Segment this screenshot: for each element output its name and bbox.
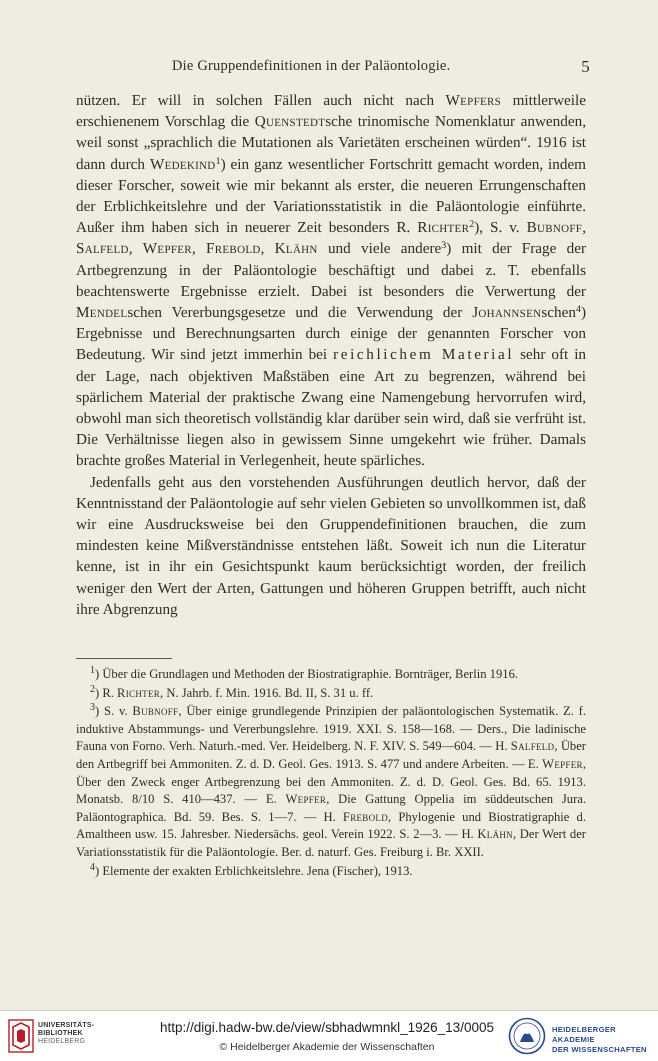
author-name: Salfeld: [76, 240, 129, 258]
running-title: Die Gruppendefinitionen in der Paläontologie.: [172, 58, 451, 74]
author-name: Wedekind: [149, 155, 216, 173]
author-name: Johannsen: [472, 304, 542, 322]
footnote-ref[interactable]: 2: [469, 219, 475, 231]
academy-name: HEIDELBERGER AKADEMIE DER WISSENSCHAFTEN: [552, 1025, 647, 1054]
author-name: Quenstedt: [254, 113, 326, 131]
footnotes: [76, 666, 586, 881]
footnote-4: $^4$) Elemente der exakten Erblichkeitslehre. Jena (Fischer), 1913.: [90, 861, 413, 878]
viewer-footer: [0, 1010, 658, 1061]
paragraph-1: nützen. Er will in solchen Fällen auch nicht nach Wepfers mittlerweile erschienenem Vorschlag die Quenstedtsche trinomische Nomenklatur anwenden, weil sonst „sprachlich die Mutationen als Varietäten erscheinen würden“. 1916 ist dann durch Wedekind$^1$) ein ganz wesentlicher Fortschritt gemacht worden, indem dieser Forscher, soweit wie mir bekannt als erster, die neueren Errungenschaften der Erblichkeitslehre und der Variationsstatistik in die Paläontologie einführte. Außer ihm haben sich in neuerer Zeit besonders R. Richter$^2$), S. v. Bubnoff, Salfeld, Wepfer, Frebold, Klähn und viele andere$^3$) mit der Frage der Artbegrenzung in der Paläontologie beschäftigt und dabei z. T. ebenfalls beachtenswerte Ergebnisse erzielt. Dabei ist besonders die Verwertung der Mendelschen Vererbungsgesetze und die Verwendung der Johannsenschen$^4$) Ergebnisse und Berechnungsarten durch einige der genannten Forscher von Bedeutung. Wir sind jetzt immerhin bei reichlichem Material sehr oft in der Lage, nach objektiven Maßstäben eine Art zu begrenzen, während bei spärlichem Material der praktische Zwang eine Namengebung hervorrufen wird, obwohl man sich theoretisch vollständig klar darüber sein wird, daß sie verfrüht ist. Die Verhältnisse liegen also in gewissem Sinne umgekehrt wie früher. Damals brachte großes Material in Verlegenheit, heute spärliches.: [76, 92, 587, 470]
author-name: Frebold: [206, 240, 261, 258]
footnote-ref[interactable]: 1: [215, 155, 221, 167]
footnote-3: $^3$) S. v. Bubnoff, Über einige grundlegende Prinzipien der paläontologischen Systematik. Z. f. induktive Abstammungs- und Vererbungslehre. 1919. XXI. S. 158—168. — Ders., Die ladinische Fauna von Forno. Verh. Naturh.-med. Ver. Heidelberg. N. F. XIV. S. 549—604. — H. Salfeld, Über den Artbegriff bei Ammoniten. Z. d. D. Geol. Ges. 1913. S. 477 und andere Arbeiten. — E. Wepfer, Über den Zweck enger Artbegrenzung bei den Ammoniten. Z. d. D. Geol. Ges. Bd. 65. 1913. Monatsb. 8/10 S. 410—437. — E. Wepfer, Die Gattung Oppelia im süddeutschen Jura. Paläontographica. Bd. 59. Bes. S. 1—7. — H. Frebold, Phylogenie und Biostratigraphie d. Amaltheen usw. 15. Jahresber. Niedersächs. geol. Verein 1922. S. 2—3. — H. Klähn, Der Wert der Variationsstatistik für die Paläontologie. Ber. d. naturf. Ges. Freiburg i. Br. XXII.: [76, 702, 587, 859]
page-number: 5: [581, 57, 590, 76]
author-name: Wepfers: [445, 92, 502, 109]
university-library-logo-icon[interactable]: [8, 1019, 34, 1053]
footnote-ref[interactable]: 4: [575, 304, 581, 316]
body-text: [76, 90, 586, 620]
footnote-divider: [76, 658, 172, 659]
author-name: Bubnoff: [526, 219, 583, 237]
footnote-1: $^1$) Über die Grundlagen und Methoden der Biostratigraphie. Bornträger, Berlin 1916.: [90, 665, 519, 681]
footnote-ref[interactable]: 3: [441, 240, 447, 252]
author-name: Mendel: [76, 304, 128, 322]
paragraph-2: Jedenfalls geht aus den vorstehenden Ausführungen deutlich hervor, daß der Kenntnisstand der Paläontologie auf sehr vielen Gebieten so unvollkommen ist, daß wir eine Ausdrucksweise bei den Gruppendefinitionen brauchen, die zum mindesten keine Mißverständnisse entstehen läßt. Soweit ich nun die Literatur kenne, ist in ihr ein Gesichtspunkt kaum berücksichtigt worden, der freilich weniger den Wert der Arten, Gattungen und höheren Gruppen betrifft, auch nicht ihre Abgrenzung: [76, 473, 586, 618]
author-name: Wepfer: [142, 240, 192, 258]
copyright-notice: © Heidelberger Akademie der Wissenschaften: [219, 1041, 435, 1053]
author-name: Klähn: [274, 240, 318, 258]
spaced-emphasis: reichlichem Material: [333, 346, 515, 364]
academy-seal-icon[interactable]: [508, 1017, 546, 1055]
author-name: Richter: [417, 219, 470, 237]
university-library-name: UNIVERSITÄTS- BIBLIOTHEK HEIDELBERG: [38, 1022, 95, 1046]
permalink-url[interactable]: http://digi.hadw-bw.de/view/sbhadwmnkl_1926_13/0005: [160, 1020, 494, 1035]
footnote-2: $^2$) R. Richter, N. Jahrb. f. Min. 1916. Bd. II, S. 31 u. ff.: [90, 683, 374, 700]
running-header: [60, 58, 598, 80]
